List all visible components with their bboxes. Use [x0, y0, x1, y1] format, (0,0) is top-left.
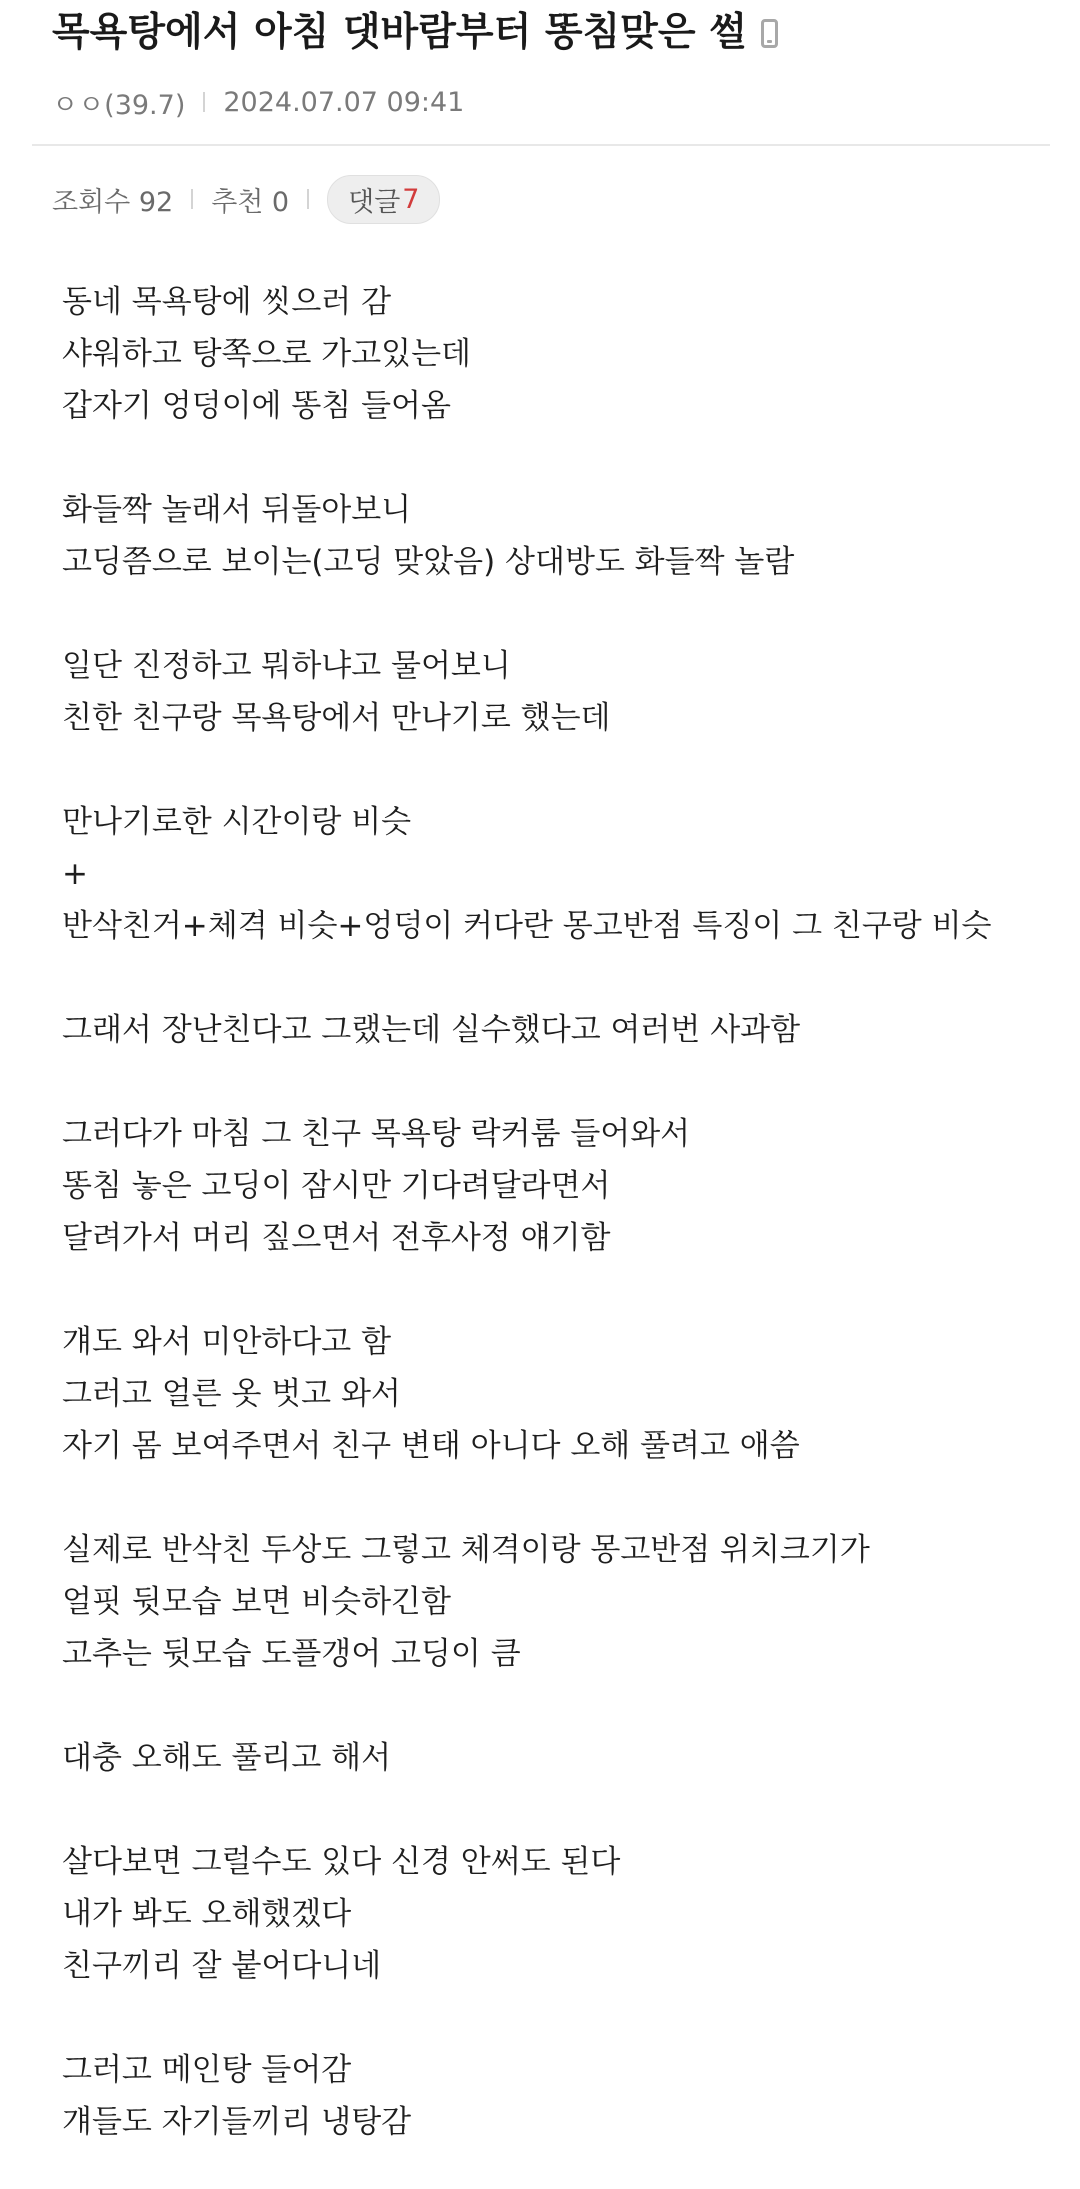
body-line: 달려가서 머리 짚으면서 전후사정 얘기함 [62, 1220, 611, 1256]
body-line: 대충 오해도 풀리고 해서 [62, 1740, 392, 1776]
comments-count: 7 [402, 183, 420, 215]
body-line: 내가 봐도 오해했겠다 [62, 1896, 352, 1932]
body-blank-line [62, 1992, 1080, 2044]
view-count: 조회수 92 [52, 186, 174, 218]
comments-button[interactable] [327, 175, 440, 224]
body-line: 갑자기 엉덩이에 똥침 들어옴 [62, 388, 451, 424]
body-line: 샤워하고 탕쪽으로 가고있는데 [62, 336, 472, 372]
stat-divider [307, 189, 309, 209]
body-blank-line [62, 1056, 1080, 1108]
header-divider [32, 144, 1050, 146]
body-line: 화들짝 놀래서 뒤돌아보니 [62, 492, 412, 528]
body-line: 걔들도 자기들끼리 냉탕감 [62, 2104, 412, 2140]
body-line: 자기 몸 보여주면서 친구 변태 아니다 오해 풀려고 애씀 [62, 1428, 800, 1464]
body-line: 실제로 반삭친 두상도 그렇고 체격이랑 몽고반점 위치크기가 [62, 1532, 870, 1568]
body-blank-line [62, 744, 1080, 796]
body-line: 만나기로한 시간이랑 비슷 [62, 804, 412, 840]
meta-divider [203, 92, 205, 112]
post-title-row [52, 6, 1048, 60]
post-stats [0, 176, 1080, 222]
body-line: 친구끼리 잘 붙어다니네 [62, 1948, 382, 1984]
post-meta [52, 82, 1048, 122]
body-blank-line [62, 952, 1080, 1004]
body-line: 걔도 와서 미안하다고 함 [62, 1324, 392, 1360]
post-body [0, 276, 1080, 2148]
mobile-phone-icon [761, 19, 778, 48]
body-line: 얼핏 뒷모습 보면 비슷하긴함 [62, 1584, 451, 1620]
post-header [0, 0, 1080, 122]
body-line: 고딩쯤으로 보이는(고딩 맞았음) 상대방도 화들짝 놀람 [62, 544, 795, 580]
body-line: 반삭친거+체격 비슷+엉덩이 커다란 몽고반점 특징이 그 친구랑 비슷 [62, 908, 992, 944]
body-line: 살다보면 그럴수도 있다 신경 안써도 된다 [62, 1844, 621, 1880]
body-blank-line [62, 1472, 1080, 1524]
body-line: 친한 친구랑 목욕탕에서 만나기로 했는데 [62, 700, 611, 736]
body-blank-line [62, 1680, 1080, 1732]
body-line: 똥침 놓은 고딩이 잠시만 기다려달라면서 [62, 1168, 611, 1204]
body-blank-line [62, 588, 1080, 640]
body-line: 고추는 뒷모습 도플갱어 고딩이 큼 [62, 1636, 521, 1672]
comments-label: 댓글 [348, 186, 401, 218]
post-datetime: 2024.07.07 09:41 [223, 86, 465, 118]
body-blank-line [62, 1264, 1080, 1316]
body-line: 그러고 얼른 옷 벗고 와서 [62, 1376, 401, 1412]
body-blank-line [62, 432, 1080, 484]
body-line: + [62, 856, 88, 892]
body-line: 그러고 메인탕 들어감 [62, 2052, 352, 2088]
body-blank-line [62, 1784, 1080, 1836]
body-line: 그러다가 마침 그 친구 목욕탕 락커룸 들어와서 [62, 1116, 691, 1152]
post-title: 목욕탕에서 아침 댓바람부터 똥침맞은 썰 [52, 10, 747, 55]
body-line: 그래서 장난친다고 그랬는데 실수했다고 여러번 사과함 [62, 1012, 801, 1048]
author-name[interactable]: ㅇㅇ(39.7) [52, 89, 186, 121]
stat-divider [191, 189, 193, 209]
body-line: 일단 진정하고 뭐하냐고 물어보니 [62, 648, 511, 684]
body-line: 동네 목욕탕에 씻으러 감 [62, 284, 392, 320]
recommend-count: 추천 0 [211, 186, 290, 218]
